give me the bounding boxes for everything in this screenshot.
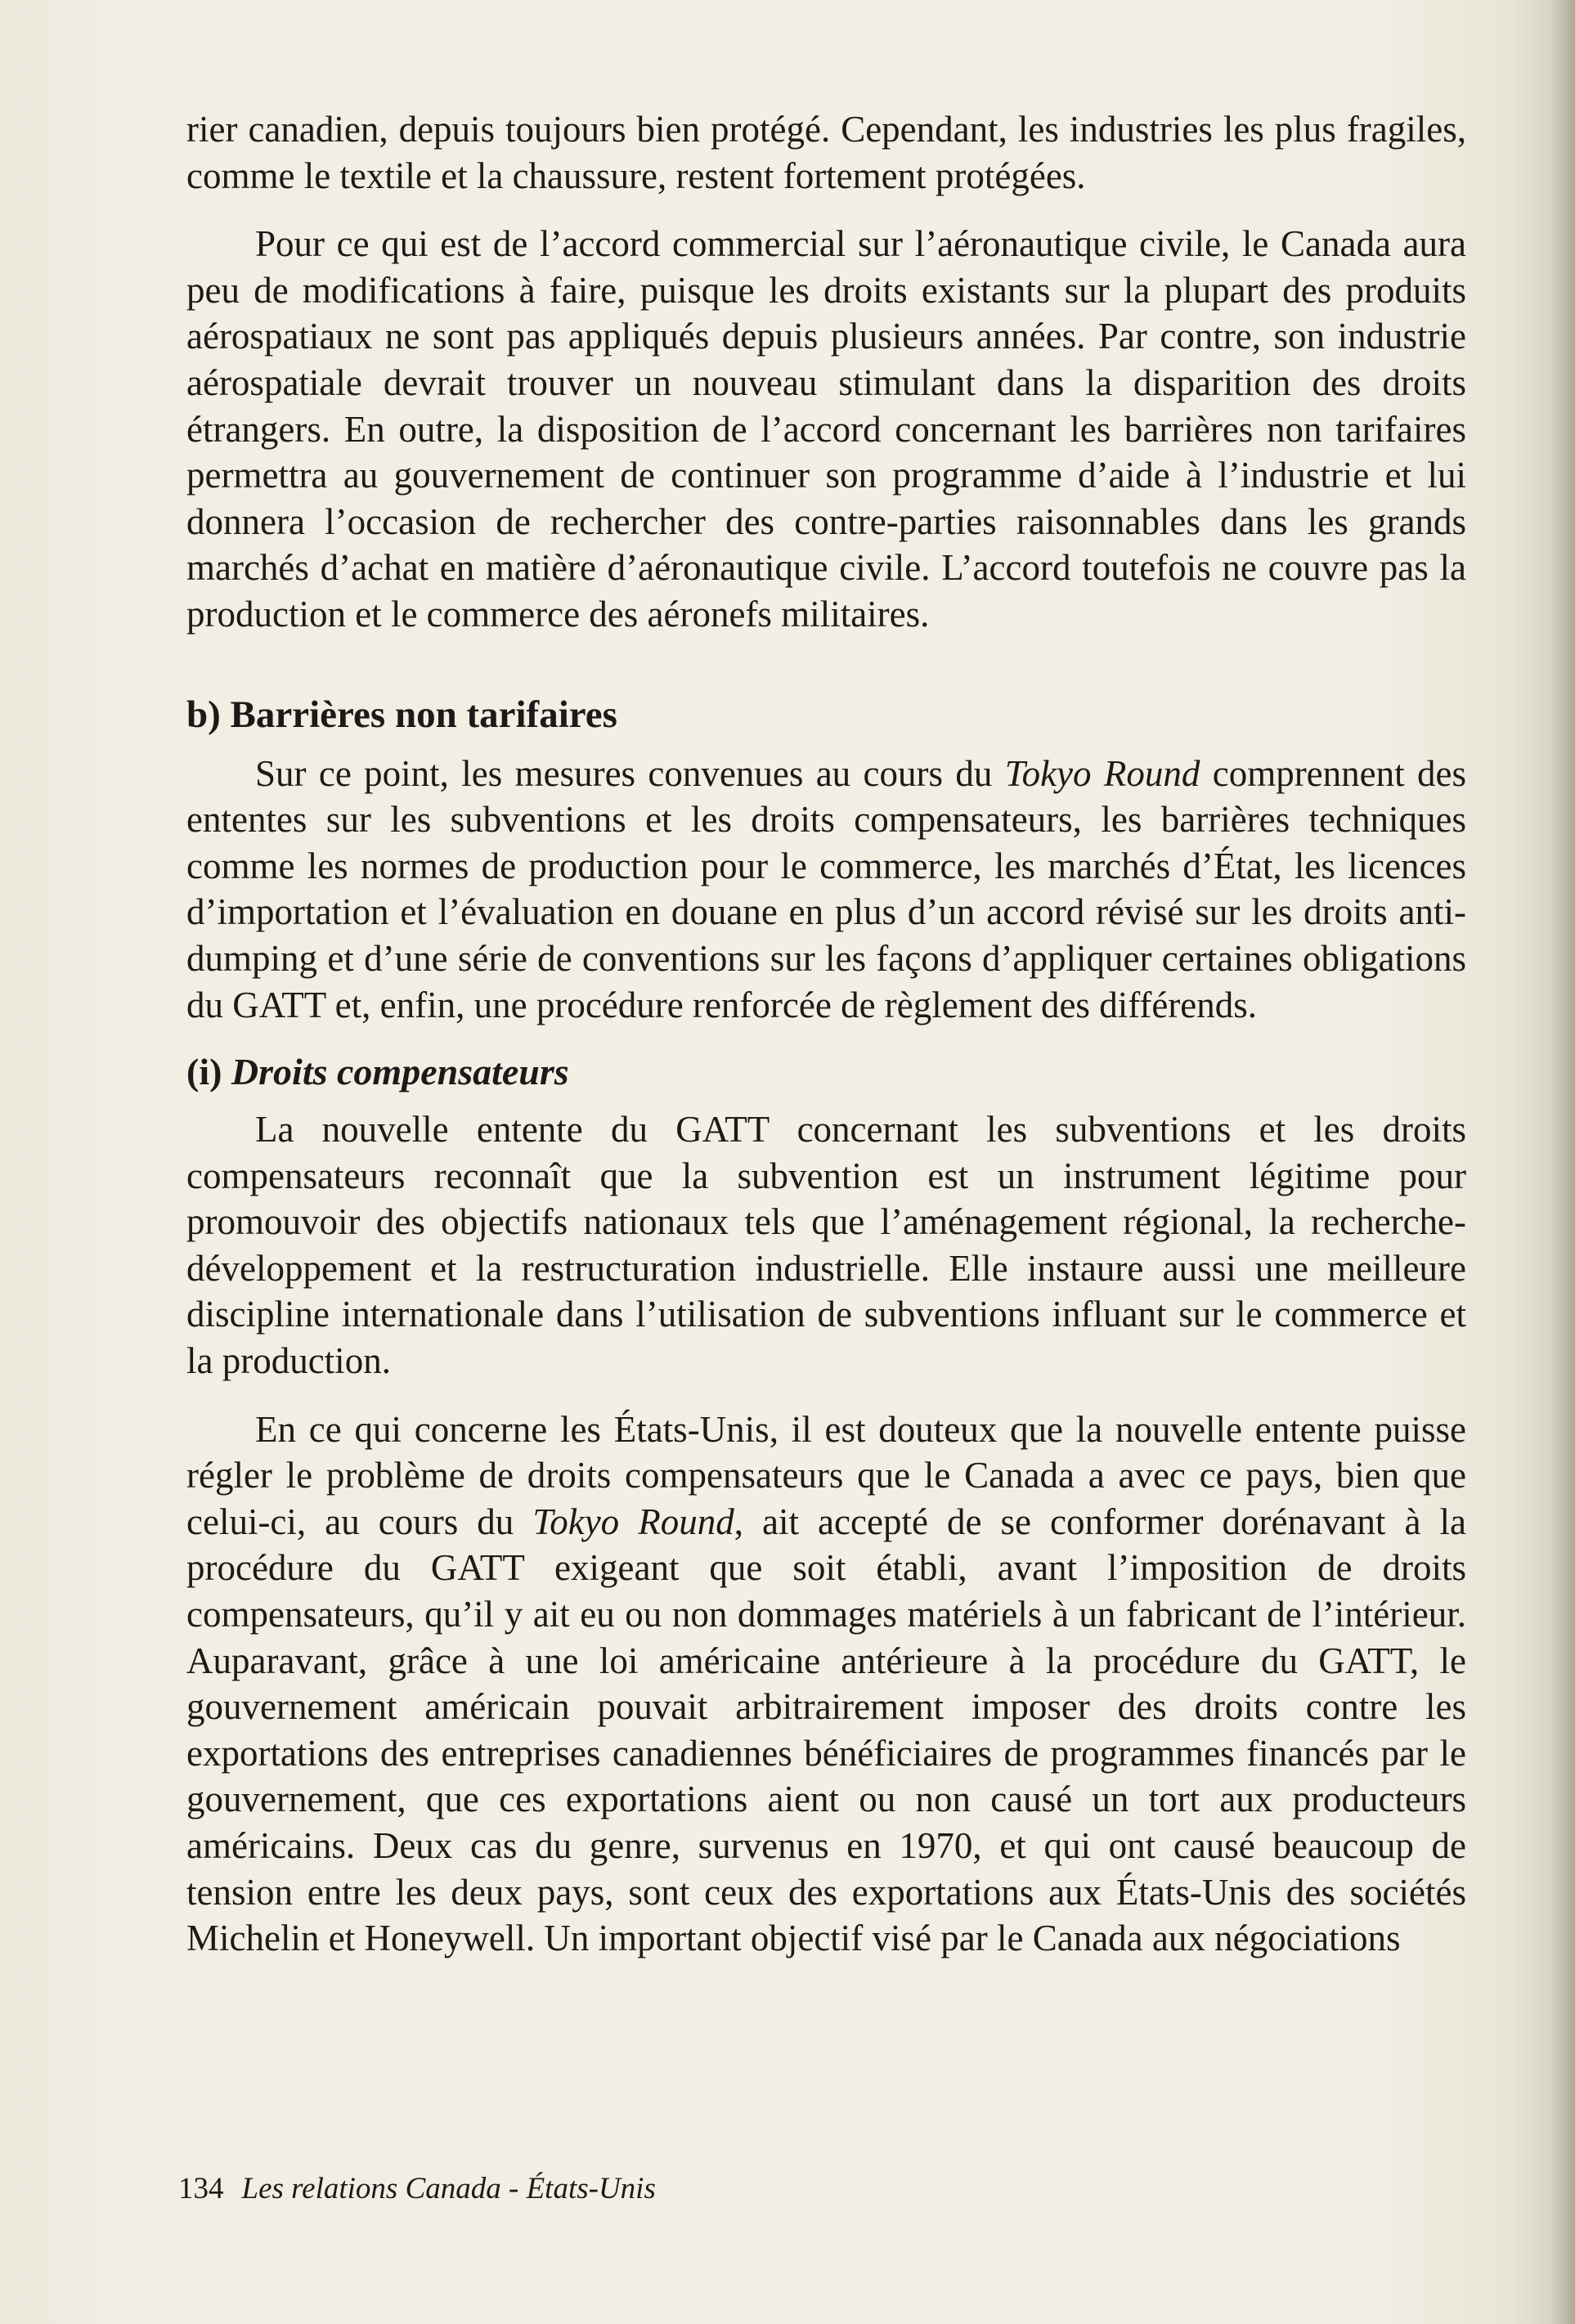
paragraph-barrieres-text-b: comprennent des ententes sur les subventions et les droits compensateurs, les barrières techniques comme les normes de production pour le commerce, les marchés d’État, les licences d’importation et l’évaluation en douane en plus d’un accord révisé sur les droits anti-dumping et d’une série de conventions sur les façons d’appliquer certaines obligations du GATT et, enfin, une procédure renforcée de règlement des différends. [186,752,1466,1025]
subsection-label: (i) [186,1051,222,1093]
subsection-heading-droits [186,1049,1466,1095]
page-footer [178,2171,656,2207]
running-title: Les relations Canada - États-Unis [241,2172,656,2205]
subsection-title: Droits compensateurs [231,1051,569,1093]
section-heading-barrieres: b) Barrières non tarifaires [186,693,617,736]
page-body [186,106,1466,1962]
paragraph-barrieres [186,751,1466,1029]
paragraph-barrieres-text-a: Sur ce point, les mesures convenues au cours du [255,752,1005,794]
paragraph-etats-unis [186,1407,1466,1962]
page-gutter-shadow [1550,0,1575,2324]
paragraph-etats-unis-text-b: , ait accepté de se conformer dorénavant à la procédure du GATT exigeant que soit établi, avant l’imposition de droits compensateurs, qu’il y ait eu ou non dommages matériels à un fabricant de l’intérieur. Auparavant, grâce à une loi américaine antérieure à la procédure du GATT, le gouvernement américain pouvait arbitrairement imposer des droits contre les exportations des entreprises canadiennes bénéficiaires de programmes financés par le gouvernement, que ces exportations aient ou non causé un tort aux producteurs américains. Deux cas du genre, survenus en 1970, et qui ont causé beaucoup de tension entre les deux pays, sont ceux des exportations aux États-Unis des sociétés Michelin et Honeywell. Un important objectif visé par le Canada aux négociations [186,1501,1466,1959]
paragraph-continued: rier canadien, depuis toujours bien protégé. Cependant, les industries les plus fragiles, comme le textile et la chaussure, restent fortement protégées. [186,109,1466,196]
paragraph-etats-unis-text-a: En ce qui concerne les États-Unis, il est douteux que la nouvelle entente puisse régler le problème de droits compensateurs que le Canada a avec ce pays, bien que celui-ci, au cours du [186,1408,1466,1542]
paragraph-aeronautique: Pour ce qui est de l’accord commercial sur l’aéronautique civile, le Canada aura peu de modifications à faire, puisque les droits existants sur la plupart des produits aérospatiaux ne sont pas appliqués depuis plusieurs années. Par contre, son industrie aérospatiale devrait trouver un nouveau stimulant dans la disparition des droits étrangers. En outre, la disposition de l’accord concernant les barrières non tarifaires permettra au gouvernement de continuer son programme d’aide à l’industrie et lui donnera l’occasion de rechercher des contre-parties raisonnables dans les grands marchés d’achat en matière d’aéronautique civile. L’accord toutefois ne couvre pas la production et le commerce des aéronefs militaires. [186,223,1466,635]
italic-tokyo-round: Tokyo Round [1004,752,1200,794]
italic-tokyo-round-2: Tokyo Round [532,1501,734,1542]
page-number: 134 [178,2172,224,2205]
paragraph-gatt-entente: La nouvelle entente du GATT concernant les subventions et les droits compensateurs reconnaît que la subvention est un instrument légitime pour promouvoir des objectifs nationaux tels que l’aménagement régional, la recherche-développement et la restructuration industrielle. Elle instaure aussi une meilleure discipline internationale dans l’utilisation de subventions influant sur le commerce et la production. [186,1109,1466,1382]
